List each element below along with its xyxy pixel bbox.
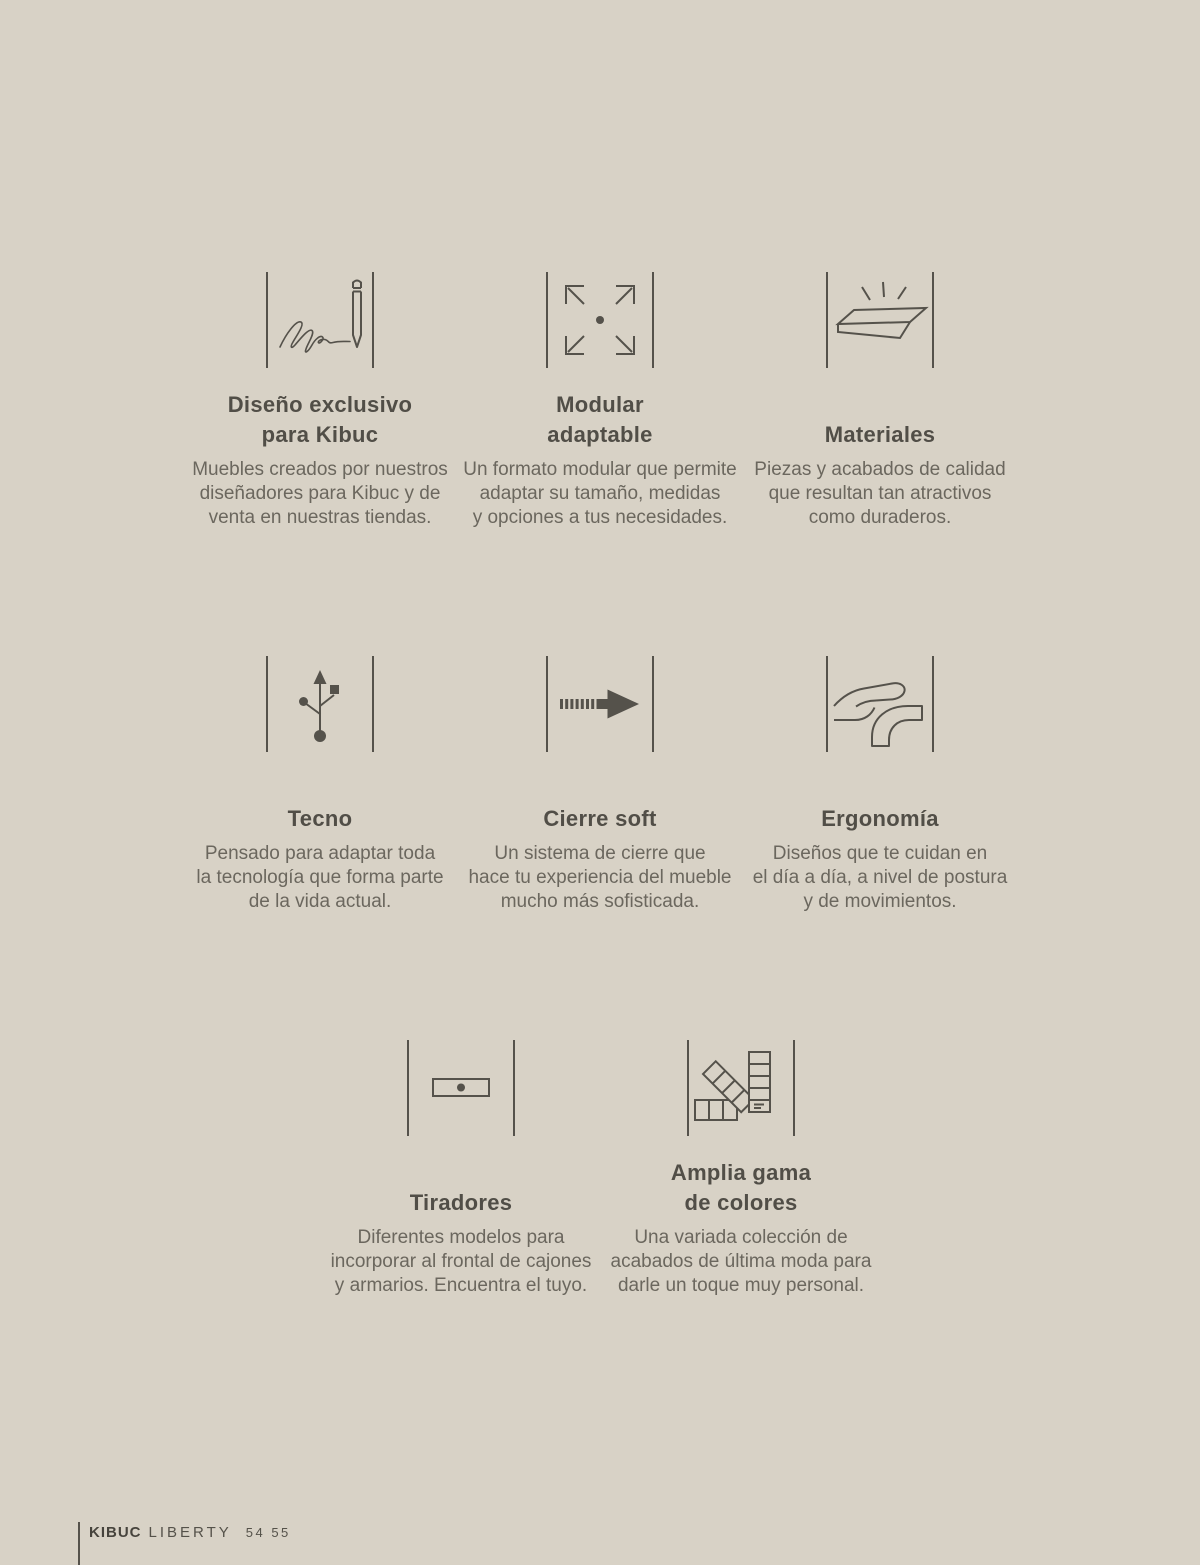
soft-close-arrow-icon bbox=[546, 656, 654, 752]
feature-title bbox=[825, 390, 936, 450]
feature-body-line: venta en nuestras tiendas. bbox=[208, 507, 432, 528]
feature-body-line: Muebles creados por nuestros bbox=[192, 459, 448, 480]
icon-right-rule bbox=[372, 272, 374, 368]
drawer-handle-icon bbox=[407, 1040, 515, 1136]
feature-card-tecno bbox=[180, 656, 460, 914]
feature-card-ergonomia bbox=[740, 656, 1020, 914]
hand-ergonomics-icon bbox=[826, 656, 934, 752]
feature-description bbox=[331, 1226, 592, 1298]
feature-card-modular-adaptable bbox=[460, 272, 740, 530]
page-footer bbox=[78, 1522, 291, 1565]
usb-icon bbox=[266, 656, 374, 752]
expand-arrows-icon bbox=[546, 272, 654, 368]
feature-body-line: Diferentes modelos para bbox=[357, 1227, 565, 1248]
feature-title-line: Tiradores bbox=[409, 1190, 513, 1215]
feature-card-diseno-exclusivo bbox=[180, 272, 460, 530]
feature-title-line: de colores bbox=[684, 1190, 798, 1215]
icon-right-rule bbox=[372, 656, 374, 752]
feature-body-line: hace tu experiencia del mueble bbox=[468, 867, 732, 888]
feature-body-line: Piezas y acabados de calidad bbox=[754, 459, 1006, 480]
feature-body-line: el día a día, a nivel de postura bbox=[752, 867, 1008, 888]
feature-body-line: como duraderos. bbox=[808, 507, 952, 528]
feature-body-line: mucho más sofisticada. bbox=[500, 891, 700, 912]
feature-body-line: adaptar su tamaño, medidas bbox=[479, 483, 721, 504]
feature-body-line: Un sistema de cierre que bbox=[494, 843, 706, 864]
feature-description bbox=[611, 1226, 872, 1298]
feature-body-line: la tecnología que forma parte bbox=[196, 867, 444, 888]
feature-body-line: y opciones a tus necesidades. bbox=[472, 507, 728, 528]
feature-body-line: que resultan tan atractivos bbox=[768, 483, 992, 504]
feature-title-line: Amplia gama bbox=[670, 1160, 812, 1185]
feature-title-line: Ergonomía bbox=[821, 806, 939, 831]
features-row-3 bbox=[321, 1040, 881, 1298]
page-numbers: 54 55 bbox=[245, 1525, 291, 1540]
feature-body-line: darle un toque muy personal. bbox=[617, 1275, 865, 1296]
features-row-1 bbox=[180, 272, 1020, 530]
collection-name: LIBERTY bbox=[148, 1524, 232, 1541]
signature-pencil-icon bbox=[266, 272, 374, 368]
icon-right-rule bbox=[932, 656, 934, 752]
feature-title-line: Materiales bbox=[824, 422, 936, 447]
feature-card-cierre-soft bbox=[460, 656, 740, 914]
feature-title-line: Cierre soft bbox=[543, 806, 657, 831]
feature-body-line: Una variada colección de bbox=[634, 1227, 848, 1248]
color-swatches-icon bbox=[687, 1040, 795, 1136]
panel-shine-icon bbox=[826, 272, 934, 368]
feature-description bbox=[196, 842, 443, 914]
feature-card-tiradores bbox=[321, 1040, 601, 1298]
icon-right-rule bbox=[932, 272, 934, 368]
feature-title bbox=[288, 774, 353, 834]
icon-right-rule bbox=[793, 1040, 795, 1136]
icon-right-rule bbox=[513, 1040, 515, 1136]
feature-body-line: Diseños que te cuidan en bbox=[772, 843, 988, 864]
feature-body-line: diseñadores para Kibuc y de bbox=[199, 483, 441, 504]
feature-body-line: acabados de última moda para bbox=[610, 1251, 872, 1272]
feature-description bbox=[463, 458, 737, 530]
feature-title-line: adaptable bbox=[547, 422, 653, 447]
feature-title bbox=[547, 390, 652, 450]
feature-title bbox=[671, 1158, 811, 1218]
feature-title bbox=[821, 774, 939, 834]
brand-logo: KIBUC bbox=[89, 1524, 142, 1541]
feature-description bbox=[753, 842, 1008, 914]
icon-right-rule bbox=[652, 656, 654, 752]
feature-description bbox=[192, 458, 448, 530]
feature-description bbox=[754, 458, 1005, 530]
feature-body-line: Pensado para adaptar toda bbox=[204, 843, 436, 864]
feature-body-line: Un formato modular que permite bbox=[463, 459, 737, 480]
feature-title-line: Diseño exclusivo bbox=[227, 392, 413, 417]
feature-card-amplia-gama bbox=[601, 1040, 881, 1298]
feature-title bbox=[543, 774, 656, 834]
feature-title-line: Tecno bbox=[287, 806, 353, 831]
feature-body-line: y de movimientos. bbox=[803, 891, 957, 912]
feature-body-line: incorporar al frontal de cajones bbox=[330, 1251, 592, 1272]
feature-body-line: de la vida actual. bbox=[248, 891, 392, 912]
feature-title bbox=[228, 390, 413, 450]
feature-title bbox=[410, 1158, 513, 1218]
feature-title-line: Modular bbox=[556, 392, 644, 417]
feature-card-materiales bbox=[740, 272, 1020, 530]
feature-body-line: y armarios. Encuentra el tuyo. bbox=[334, 1275, 588, 1296]
feature-description bbox=[468, 842, 731, 914]
icon-right-rule bbox=[652, 272, 654, 368]
features-row-2 bbox=[180, 656, 1020, 914]
feature-title-line: para Kibuc bbox=[261, 422, 379, 447]
